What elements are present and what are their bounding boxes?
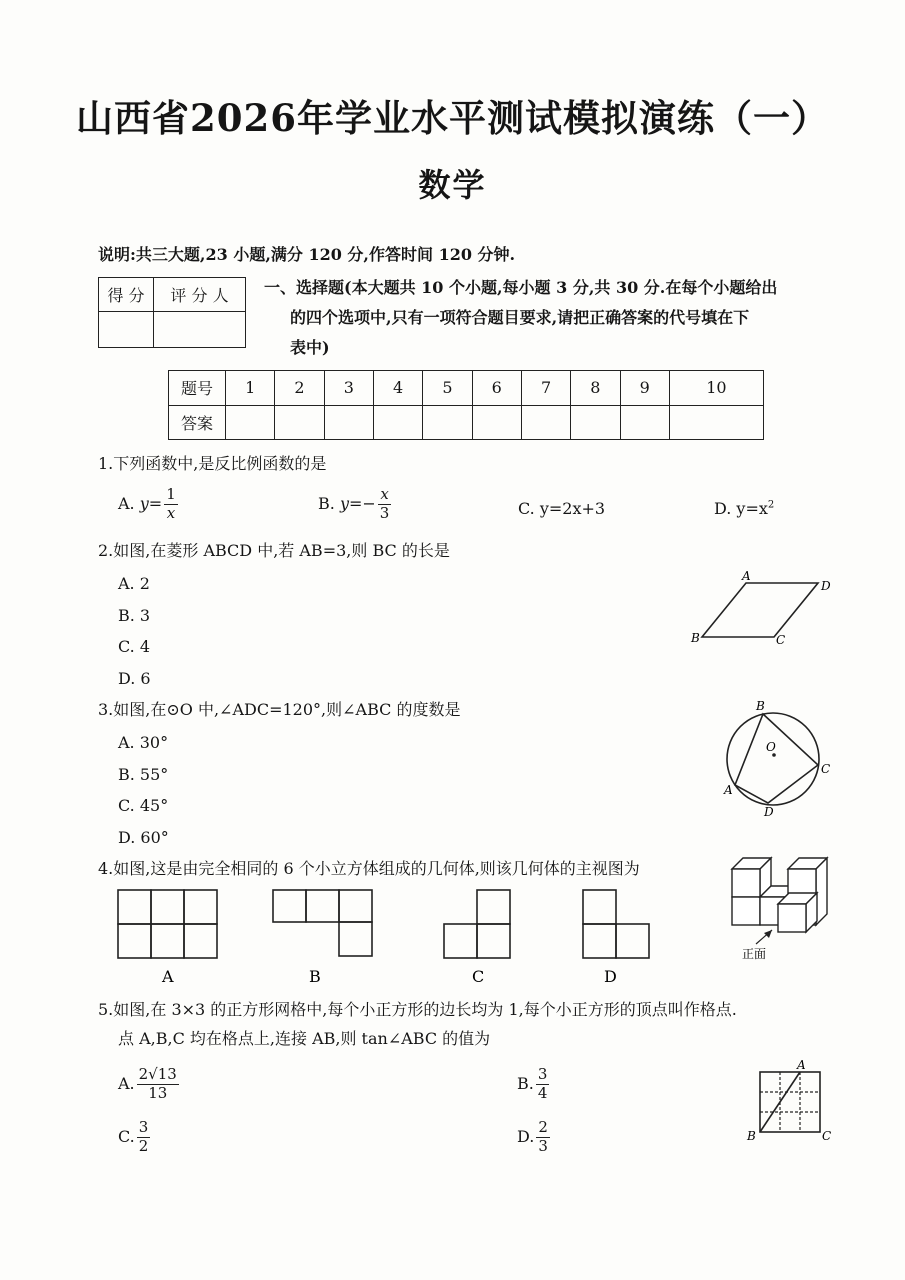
q2-option-d[interactable]: D. 6: [118, 669, 151, 688]
label-c: C: [821, 762, 831, 776]
q1-stem: 1.下列函数中,是反比例函数的是: [98, 454, 327, 473]
section1-line1: 一、选择题(本大题共 10 个小题,每小题 3 分,共 30 分.在每个小题给出: [264, 278, 778, 297]
answer-cell[interactable]: [669, 405, 763, 440]
option-label: B.: [517, 1073, 534, 1093]
q3-option-a[interactable]: A. 30°: [118, 733, 169, 752]
frac-den: 4: [537, 1083, 548, 1102]
grid-figure: [740, 1058, 840, 1148]
frac-den: x: [166, 503, 176, 522]
label-c: C: [822, 1129, 832, 1143]
front-label: 正面: [742, 947, 767, 961]
rhombus-shape: [702, 583, 818, 637]
label-b: B: [691, 631, 700, 645]
q5-line1: 5.如图,在 3×3 的正方形网格中,每个小正方形的边长均为 1,每个小正方形的顶点叫作格点.: [98, 1000, 737, 1019]
label-d: D: [821, 579, 831, 593]
table-row: [169, 405, 764, 440]
section1-line3: 表中): [290, 338, 330, 357]
circle-figure: [718, 693, 838, 821]
frac-num: 3: [537, 1065, 548, 1083]
q3-stem: 3.如图,在⊙O 中,∠ADC=120°,则∠ABC 的度数是: [98, 700, 461, 719]
option-lhs: y=: [139, 493, 163, 513]
option-label: A.: [118, 493, 135, 513]
q-number: 6: [472, 371, 521, 406]
circle-o: [727, 713, 819, 805]
q2-option-a[interactable]: A. 2: [118, 574, 150, 593]
q4-option-b-view[interactable]: [273, 890, 372, 956]
answer-cell[interactable]: [472, 405, 521, 440]
option-sup: 2: [767, 499, 775, 511]
answer-cell[interactable]: [226, 405, 275, 440]
q5-option-b[interactable]: [517, 1067, 551, 1102]
q-number: 3: [324, 371, 373, 406]
option-lhs: y=−: [339, 493, 376, 513]
grid-border: [760, 1072, 820, 1132]
q2-option-c[interactable]: C. 4: [118, 637, 151, 656]
label-a: A: [797, 1058, 806, 1072]
label-b: B: [747, 1129, 756, 1143]
q-number: 10: [669, 371, 763, 406]
q4-options-figure: [110, 886, 670, 986]
q5-option-d[interactable]: [517, 1120, 552, 1155]
q4-label-d: D: [604, 967, 617, 986]
label-b: B: [756, 699, 765, 713]
option-label: B.: [318, 493, 335, 513]
frac-num: 2√13: [138, 1065, 177, 1083]
section1-line2: 的四个选项中,只有一项符合题目要求,请把正确答案的代号填在下: [290, 308, 750, 327]
q-number: 4: [373, 371, 422, 406]
q1-option-b[interactable]: [318, 487, 393, 522]
option-text: D. y=x: [714, 499, 768, 518]
label-c: C: [776, 633, 786, 647]
q4-label-b: B: [309, 967, 321, 986]
q4-stem: 4.如图,这是由完全相同的 6 个小立方体组成的几何体,则该几何体的主视图为: [98, 859, 640, 878]
frac-num: 1: [166, 485, 176, 503]
grader-cell[interactable]: [154, 312, 246, 348]
answer-cell[interactable]: [373, 405, 422, 440]
answer-table: [168, 370, 764, 440]
q2-option-b[interactable]: B. 3: [118, 606, 151, 625]
answer-cell[interactable]: [275, 405, 324, 440]
option-label: C.: [118, 1126, 135, 1146]
q4-option-d-view[interactable]: [583, 890, 649, 958]
q5-option-c[interactable]: [118, 1120, 152, 1155]
exam-title: 山西省2026年学业水平测试模拟演练（一）: [76, 96, 829, 140]
subject-title: 数学: [418, 166, 487, 204]
score-label: 得 分: [99, 278, 154, 312]
q5-option-a[interactable]: [118, 1067, 181, 1102]
label-a: A: [742, 569, 751, 583]
grader-label: 评 分 人: [154, 278, 246, 312]
q3-option-d[interactable]: D. 60°: [118, 828, 169, 847]
q5-line2: 点 A,B,C 均在格点上,连接 AB,则 tan∠ABC 的值为: [118, 1029, 491, 1048]
table-row: [169, 371, 764, 406]
score-cell[interactable]: [99, 312, 154, 348]
q-number: 8: [571, 371, 620, 406]
q3-option-b[interactable]: B. 55°: [118, 765, 169, 784]
label-d: D: [764, 805, 774, 819]
frac-num: 3: [138, 1118, 149, 1136]
exam-instructions: [98, 247, 515, 263]
q4-label-a: A: [162, 967, 174, 986]
label-a: A: [724, 783, 733, 797]
cube-figure: [726, 852, 836, 964]
row-label: 答案: [169, 405, 226, 440]
q1-option-d[interactable]: [714, 499, 774, 518]
frac-num: x: [380, 485, 389, 503]
q2-stem: 2.如图,在菱形 ABCD 中,若 AB=3,则 BC 的长是: [98, 541, 450, 560]
row-label: 题号: [169, 371, 226, 406]
q4-label-c: C: [472, 967, 485, 986]
rhombus-figure: [690, 565, 840, 650]
frac-den: 3: [379, 503, 390, 522]
q-number: 1: [226, 371, 275, 406]
frac-num: 2: [538, 1118, 548, 1136]
q-number: 9: [620, 371, 669, 406]
frac-den: 3: [538, 1136, 548, 1155]
answer-cell[interactable]: [324, 405, 373, 440]
frac-den: 13: [148, 1083, 168, 1102]
q-number: 2: [275, 371, 324, 406]
option-text: C. y=2x+3: [518, 499, 606, 518]
q-number: 5: [423, 371, 472, 406]
q1-option-a[interactable]: [118, 487, 180, 522]
q1-option-c[interactable]: [518, 499, 605, 518]
q3-option-c[interactable]: C. 45°: [118, 796, 169, 815]
score-box: [98, 277, 246, 348]
q-number: 7: [521, 371, 570, 406]
answer-cell[interactable]: [423, 405, 472, 440]
instructions-text: 说明:共三大题,23 小题,满分 120 分,作答时间 120 分钟.: [98, 245, 516, 264]
answer-cell[interactable]: [571, 405, 620, 440]
frac-den: 2: [138, 1136, 149, 1155]
answer-cell[interactable]: [620, 405, 669, 440]
q4-option-c-view[interactable]: [444, 890, 510, 958]
arrow-head-icon: [764, 930, 772, 938]
q4-option-a-view[interactable]: [118, 890, 217, 958]
option-label: D.: [517, 1126, 535, 1146]
answer-cell[interactable]: [521, 405, 570, 440]
label-o: O: [766, 740, 776, 754]
option-label: A.: [118, 1073, 135, 1093]
